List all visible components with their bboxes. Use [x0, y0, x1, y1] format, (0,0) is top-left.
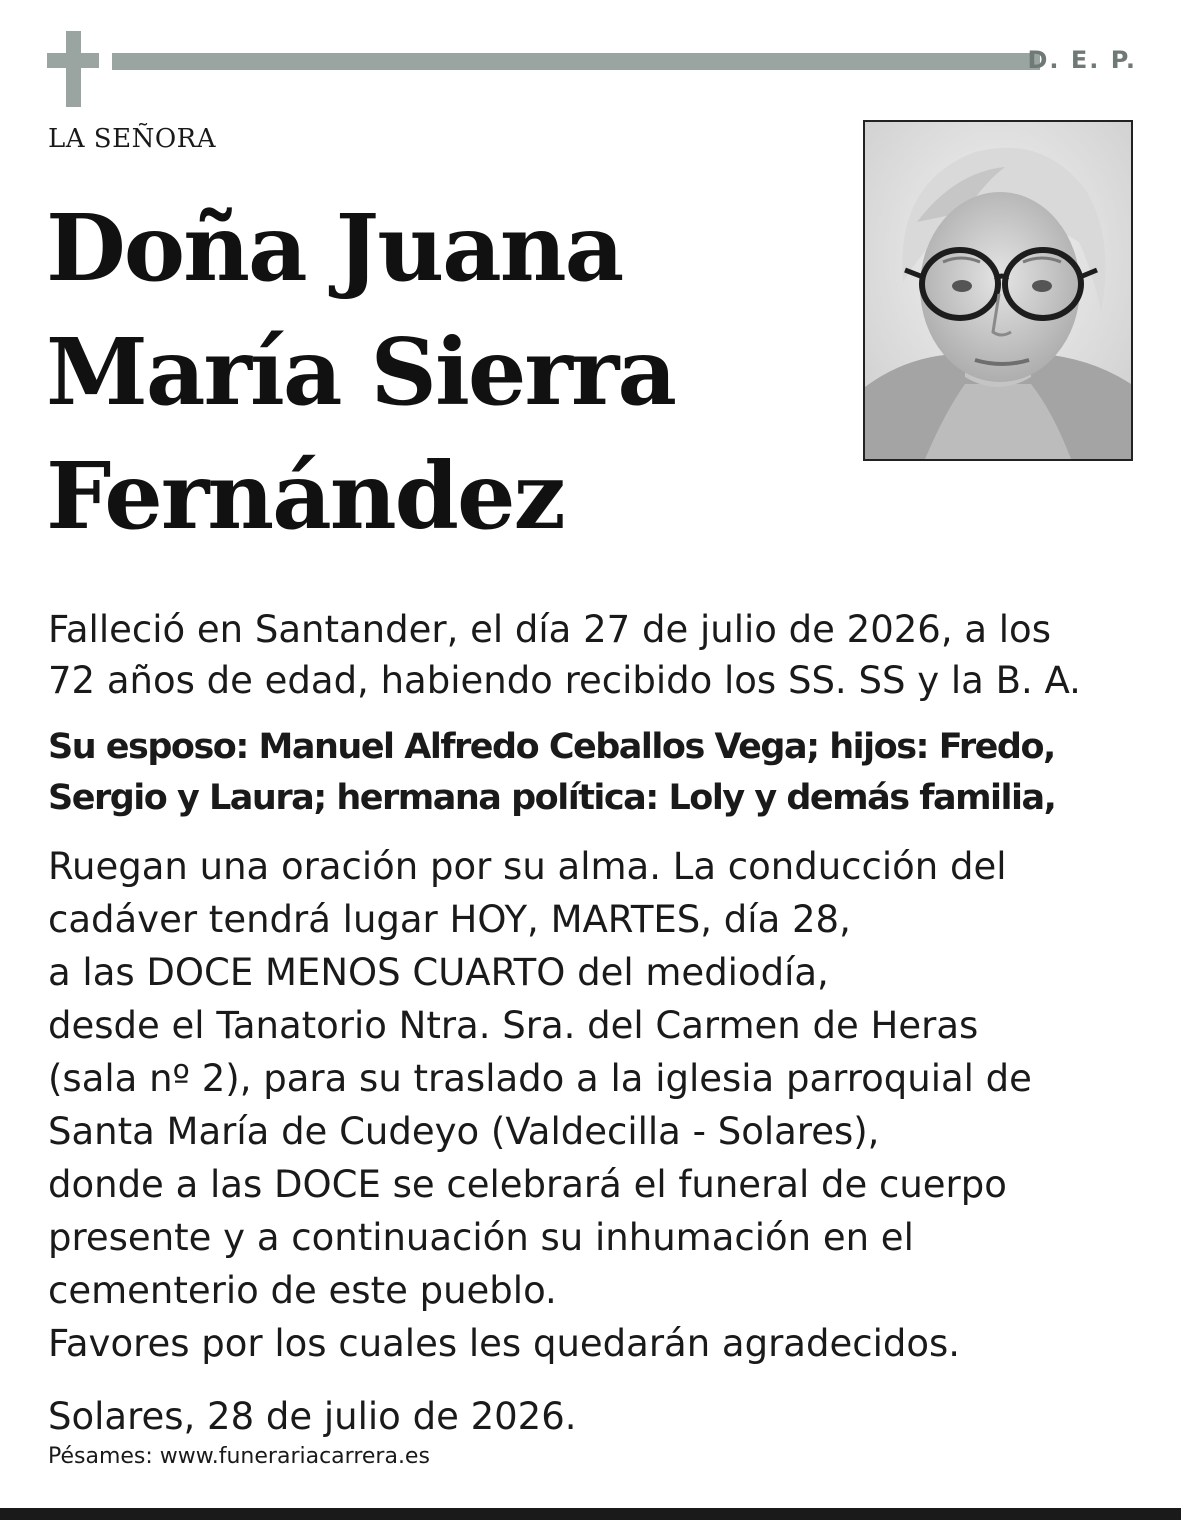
death-paragraph: [48, 604, 1148, 706]
text-line: presente y a continuación su inhumación en el: [48, 1216, 914, 1259]
text-line: Falleció en Santander, el día 27 de julio de 2026, a los: [48, 608, 1051, 651]
name-line: María Sierra: [46, 318, 675, 426]
portrait-photo: [863, 120, 1133, 461]
text-line: desde el Tanatorio Ntra. Sra. del Carmen de Heras: [48, 1004, 979, 1047]
text-line: Su esposo: Manuel Alfredo Ceballos Vega; hijos: Fredo,: [48, 727, 1055, 767]
ceremony-paragraph: [48, 840, 1148, 1370]
name-line: Fernández: [46, 442, 564, 550]
text-line: Santa María de Cudeyo (Valdecilla - Solares),: [48, 1110, 880, 1153]
place-date: Solares, 28 de julio de 2026.: [48, 1395, 577, 1438]
cross-icon: [47, 31, 99, 107]
text-line: Favores por los cuales les quedarán agradecidos.: [48, 1322, 961, 1365]
text-line: donde a las DOCE se celebrará el funeral de cuerpo: [48, 1163, 1007, 1206]
text-line: Ruegan una oración por su alma. La conducción del: [48, 845, 1007, 888]
text-line: (sala nº 2), para su traslado a la iglesia parroquial de: [48, 1057, 1032, 1100]
text-line: cementerio de este pueblo.: [48, 1269, 557, 1312]
text-line: cadáver tendrá lugar HOY, MARTES, día 28,: [48, 898, 851, 941]
family-paragraph: [48, 722, 1148, 824]
bottom-rule: [0, 1508, 1181, 1520]
text-line: Sergio y Laura; hermana política: Loly y demás familia,: [48, 778, 1056, 818]
deceased-name: [46, 186, 846, 558]
dep-label: D. E. P.: [1027, 46, 1137, 74]
text-line: 72 años de edad, habiendo recibido los SS. SS y la B. A.: [48, 659, 1081, 702]
honorific: LA SEÑORA: [48, 124, 217, 154]
text-line: a las DOCE MENOS CUARTO del mediodía,: [48, 951, 829, 994]
header-rule: [112, 53, 1040, 70]
name-line: Doña Juana: [46, 194, 623, 302]
condolences-link[interactable]: Pésames: www.funerariacarrera.es: [48, 1444, 430, 1469]
